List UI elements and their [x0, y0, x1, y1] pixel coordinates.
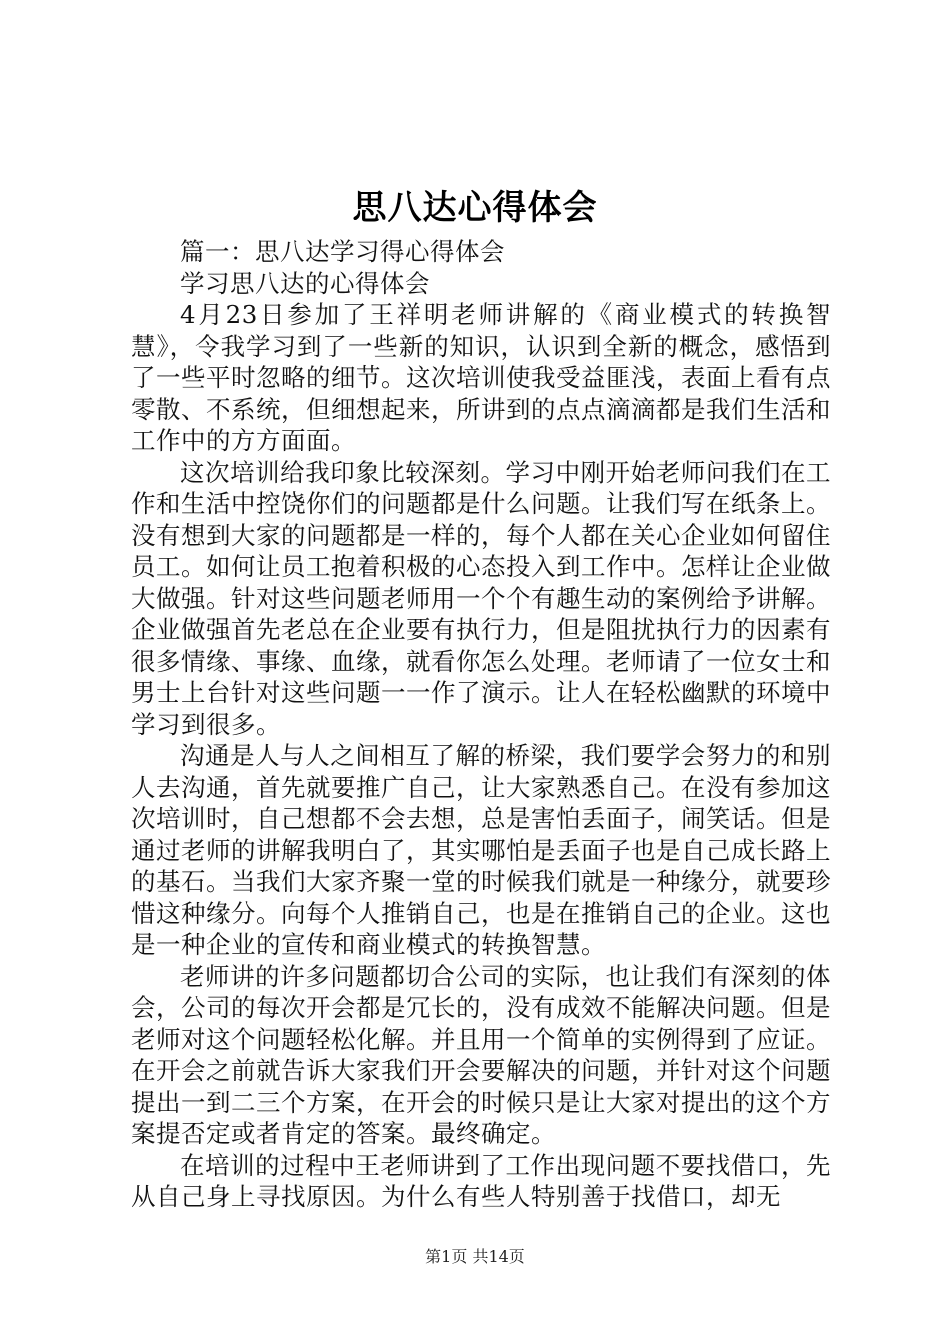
paragraph: 4月23日参加了王祥明老师讲解的《商业模式的转换智慧》，令我学习到了一些新的知识，认识到全新的概念，感悟到了一些平时忽略的细节。这次培训使我受益匪浅，表面上看有点零散、不系统，但细想起来，所讲到的点点滴滴都是我们生活和工作中的方方面面。	[131, 300, 831, 455]
document-body	[131, 236, 831, 1213]
page-footer: 第1页 共14页	[425, 1247, 525, 1266]
paragraph: 老师讲的许多问题都切合公司的实际，也让我们有深刻的体会，公司的每次开会都是冗长的，没有成效不能解决问题。但是老师对这个问题轻松化解。并且用一个简单的实例得到了应证。在开会之前就告诉大家我们开会要解决的问题，并针对这个问题提出一到二三个方案，在开会的时候只是让大家对提出的这个方案提否定或者肯定的答案。最终确定。	[131, 961, 831, 1148]
paragraph: 沟通是人与人之间相互了解的桥梁，我们要学会努力的和别人去沟通，首先就要推广自己，让大家熟悉自己。在没有参加这次培训时，自己想都不会去想，总是害怕丢面子，闹笑话。但是通过老师的讲解我明白了，其实哪怕是丢面子也是自己成长路上的基石。当我们大家齐聚一堂的时候我们就是一种缘分，就要珍惜这种缘分。向每个人推销自己，也是在推销自己的企业。这也是一种企业的宣传和商业模式的转换智慧。	[131, 741, 831, 959]
section-heading: 篇一：思八达学习得心得体会	[180, 237, 505, 266]
paragraph: 这次培训给我印象比较深刻。学习中刚开始老师问我们在工作和生活中控饶你们的问题都是什么问题。让我们写在纸条上。没有想到大家的问题都是一样的，每个人都在关心企业如何留住员工。如何让员工抱着积极的心态投入到工作中。怎样让企业做大做强。针对这些问题老师用一个个有趣生动的案例给予讲解。企业做强首先老总在企业要有执行力，但是阻扰执行力的因素有很多情缘、事缘、血缘，就看你怎么处理。老师请了一位女士和男士上台针对这些问题一一作了演示。让人在轻松幽默的环境中学习到很多。	[131, 457, 831, 739]
subheading: 学习思八达的心得体会	[180, 268, 430, 298]
document-title: 思八达心得体会	[352, 188, 598, 228]
paragraph: 在培训的过程中王老师讲到了工作出现问题不要找借口，先从自己身上寻找原因。为什么有些人特别善于找借口，却无	[131, 1150, 831, 1211]
